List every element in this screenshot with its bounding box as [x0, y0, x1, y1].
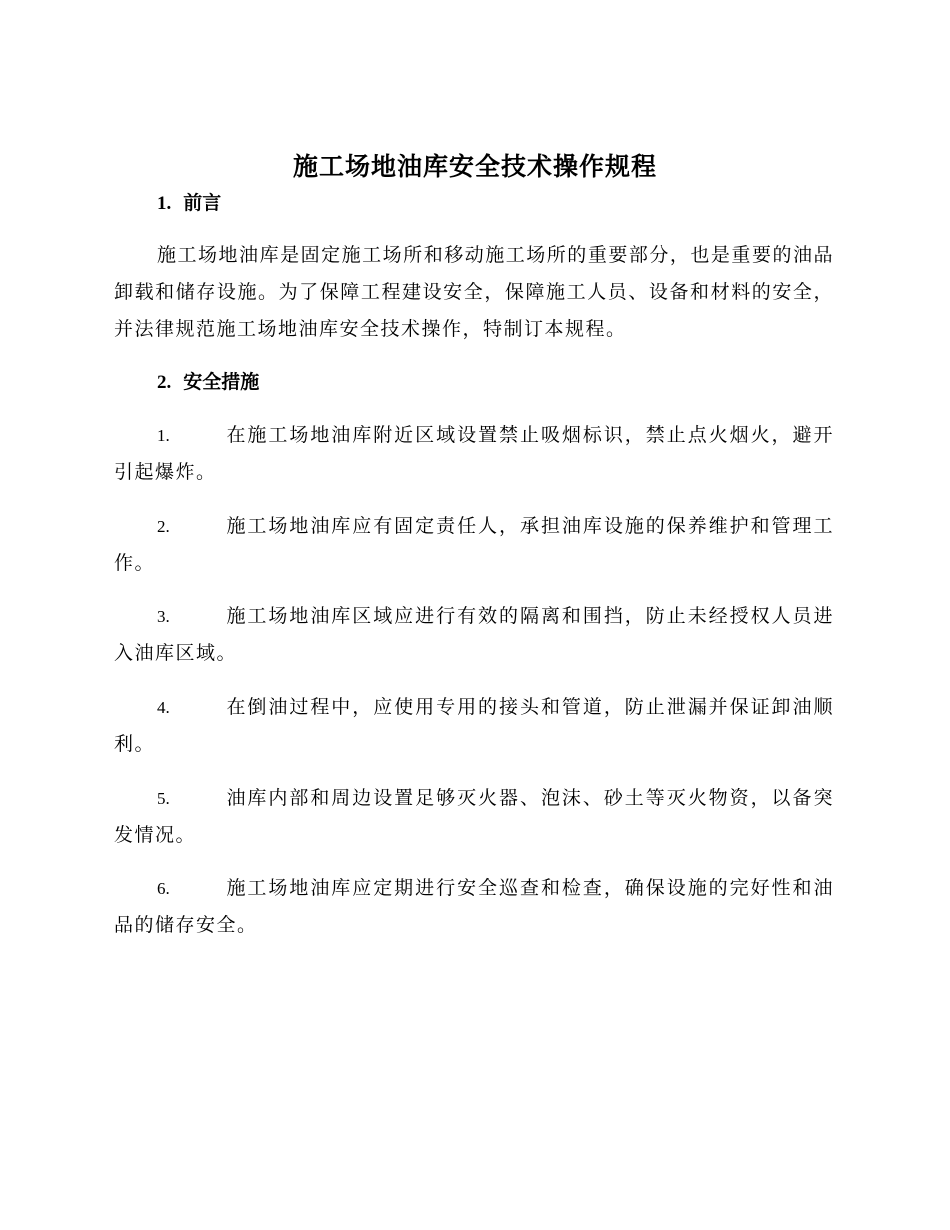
section-heading-text: 安全措施	[183, 371, 260, 393]
list-item-number: 1.	[157, 426, 170, 445]
list-item	[114, 598, 834, 672]
list-item-number: 2.	[157, 517, 170, 536]
list-item	[114, 870, 834, 944]
list-item-text: 油库内部和周边设置足够灭火器、泡沫、砂土等灭火物资，以备突发情况。	[114, 787, 834, 846]
section-heading-safety	[157, 367, 259, 398]
list-item-number: 3.	[157, 607, 170, 626]
list-item	[114, 689, 834, 763]
section-number: 2.	[157, 372, 172, 393]
list-item-number: 4.	[157, 698, 170, 717]
list-item	[114, 417, 834, 491]
list-item-text: 在施工场地油库附近区域设置禁止吸烟标识，禁止点火烟火，避开引起爆炸。	[114, 424, 834, 483]
list-item-text: 施工场地油库区域应进行有效的隔离和围挡，防止未经授权人员进入油库区域。	[114, 605, 834, 664]
document-title: 施工场地油库安全技术操作规程	[292, 152, 657, 181]
list-item	[114, 508, 834, 582]
list-item	[114, 780, 834, 854]
section-heading-preface	[157, 188, 221, 219]
section-heading-text: 前言	[183, 192, 222, 214]
list-item-text: 施工场地油库应有固定责任人，承担油库设施的保养维护和管理工作。	[114, 515, 834, 574]
preface-paragraph: 施工场地油库是固定施工场所和移动施工场所的重要部分，也是重要的油品卸载和储存设施。为了保障工程建设安全，保障施工人员、设备和材料的安全，并法律规范施工场地油库安全技术操作，特制订本规程。	[114, 244, 834, 340]
list-item-number: 6.	[157, 879, 170, 898]
list-item-text: 在倒油过程中，应使用专用的接头和管道，防止泄漏并保证卸油顺利。	[114, 696, 834, 755]
list-item-number: 5.	[157, 789, 170, 808]
section-number: 1.	[157, 193, 172, 214]
list-item-text: 施工场地油库应定期进行安全巡查和检查，确保设施的完好性和油品的储存安全。	[114, 877, 834, 936]
